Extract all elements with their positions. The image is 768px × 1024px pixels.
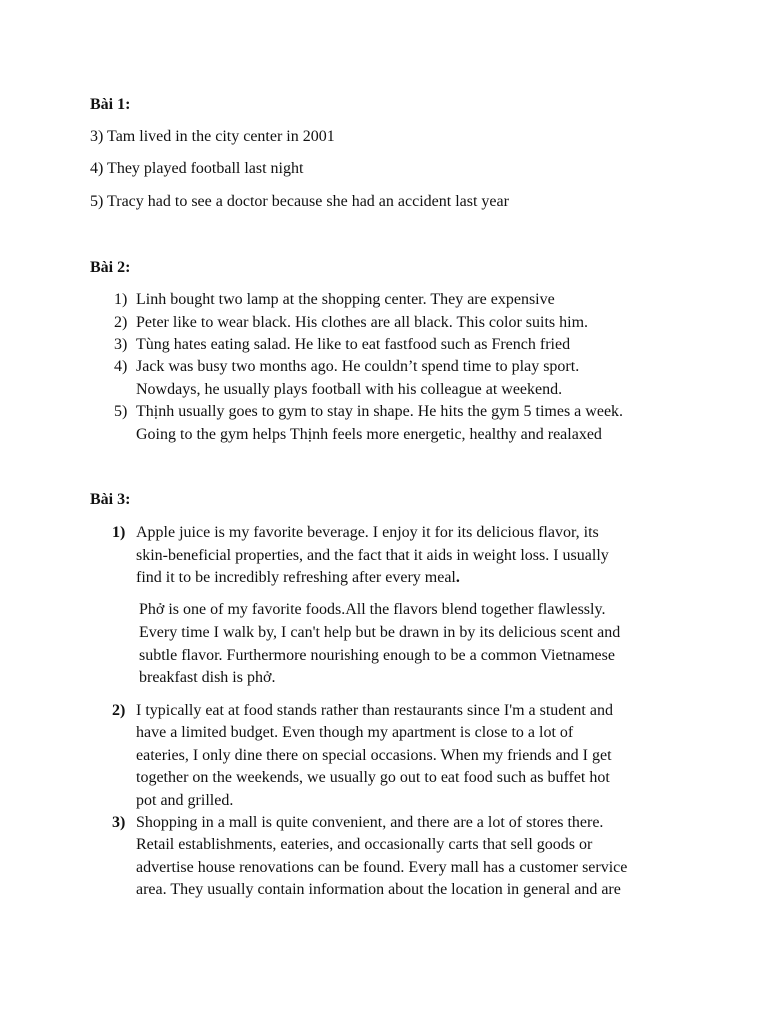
bai1-item-4: 4) They played football last night	[90, 160, 304, 177]
bai3-item-1-line-2: skin-beneficial properties, and the fact that it aids in weight loss. I usually	[136, 547, 609, 564]
bai2-item-1-line-1: Linh bought two lamp at the shopping center. They are expensive	[136, 291, 555, 308]
bai3-item-3-line-3: advertise house renovations can be found. Every mall has a customer service	[136, 859, 628, 876]
bai2-item-4-line-2: Nowdays, he usually plays football with his colleague at weekend.	[136, 381, 563, 398]
bai3-item-2-line-2: have a limited budget. Even though my apartment is close to a lot of	[136, 724, 574, 741]
bai3-item-1-line-3	[136, 567, 460, 589]
bai3-item-2-line-1: I typically eat at food stands rather than restaurants since I'm a student and	[136, 702, 613, 719]
bai1-item-5: 5) Tracy had to see a doctor because she had an accident last year	[90, 193, 509, 210]
bai3-item-1-number: 1)	[112, 524, 126, 541]
bai3-pho-line-3: subtle flavor. Furthermore nourishing enough to be a common Vietnamese	[139, 647, 615, 664]
bai3-item-2-line-3: eateries, I only dine there on special occasions. When my friends and I get	[136, 747, 612, 764]
bai2-heading: Bài 2:	[90, 259, 131, 276]
bai2-item-1-number: 1)	[114, 291, 128, 308]
bai2-item-2-line-1: Peter like to wear black. His clothes are all black. This color suits him.	[136, 314, 589, 331]
bai3-item-2-line-5: pot and grilled.	[136, 792, 234, 809]
bai2-item-4-line-1: Jack was busy two months ago. He couldn’t spend time to play sport.	[136, 358, 580, 375]
bai3-item-1-line-3-text: find it to be incredibly refreshing after every meal	[136, 569, 456, 586]
bai3-pho-line-4: breakfast dish is phở.	[139, 669, 276, 686]
bai2-item-5-number: 5)	[114, 403, 128, 420]
bai3-item-3-line-1: Shopping in a mall is quite convenient, and there are a lot of stores there.	[136, 814, 604, 831]
bai1-item-3: 3) Tam lived in the city center in 2001	[90, 128, 335, 145]
bai1-heading: Bài 1:	[90, 96, 131, 113]
bai3-item-3-number: 3)	[112, 814, 126, 831]
bai3-item-1-line-1: Apple juice is my favorite beverage. I enjoy it for its delicious flavor, its	[136, 524, 599, 541]
bai3-item-3-line-4: area. They usually contain information about the location in general and are	[136, 881, 621, 898]
bai3-item-3-line-2: Retail establishments, eateries, and occasionally carts that sell goods or	[136, 836, 593, 853]
bai3-item-1-final-period: .	[455, 569, 460, 586]
bai2-item-2-number: 2)	[114, 314, 128, 331]
bai3-pho-line-1: Phở is one of my favorite foods.All the flavors blend together flawlessly.	[139, 601, 606, 618]
bai2-item-5-line-1: Thịnh usually goes to gym to stay in shape. He hits the gym 5 times a week.	[136, 403, 624, 420]
bai2-item-3-number: 3)	[114, 336, 128, 353]
bai3-pho-line-2: Every time I walk by, I can't help but be drawn in by its delicious scent and	[139, 624, 621, 641]
bai2-item-4-number: 4)	[114, 358, 128, 375]
bai3-item-2-line-4: together on the weekends, we usually go out to eat food such as buffet hot	[136, 769, 610, 786]
bai3-heading: Bài 3:	[90, 491, 131, 508]
bai2-item-3-line-1: Tùng hates eating salad. He like to eat fastfood such as French fried	[136, 336, 571, 353]
bai3-item-2-number: 2)	[112, 702, 126, 719]
bai2-item-5-line-2: Going to the gym helps Thịnh feels more energetic, healthy and realaxed	[136, 426, 602, 443]
